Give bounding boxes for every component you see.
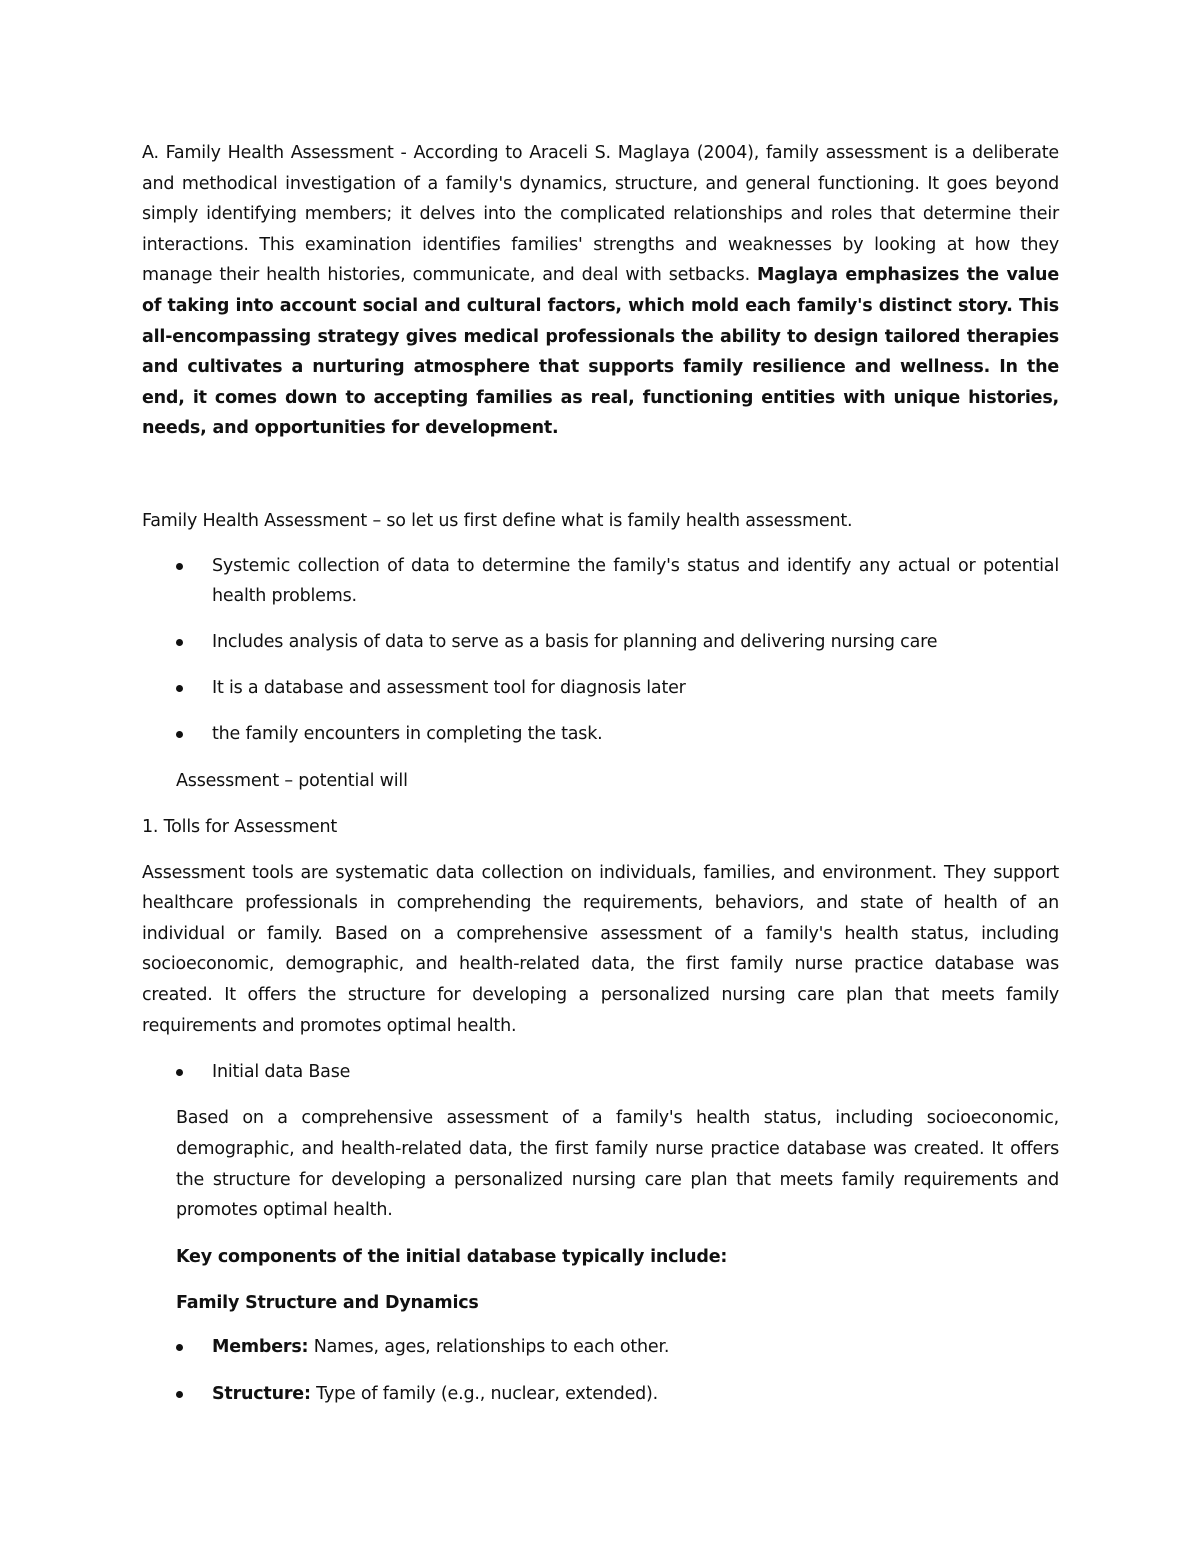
- initial-database-bullet-list: [142, 1057, 1059, 1088]
- intro-bold-text: Maglaya emphasizes the value of taking into account social and cultural factors, which mold each family's distinct story. This all-encompassing strategy gives medical professionals the ability to design tailored therapies and cultivates a nurturing atmosphere that supports family resilience and wellness. In the end, it comes down to accepting families as real, functioning entities with unique histories, needs, and opportunities for development.: [142, 265, 1059, 439]
- initial-database-paragraph: Based on a comprehensive assessment of a family's health status, including socioeconomic, demographic, and health-related data, the first family nurse practice database was created. It offers the structure for developing a personalized nursing care plan that meets family requirements and promotes optimal health.: [176, 1108, 1059, 1221]
- list-item: Includes analysis of data to serve as a basis for planning and delivering nursing care: [142, 627, 1059, 658]
- document-page: [142, 138, 1059, 1425]
- item-label: Structure:: [212, 1383, 311, 1404]
- intro-paragraph: [142, 138, 1059, 444]
- item-text: Type of family (e.g., nuclear, extended).: [310, 1383, 659, 1404]
- list-item: [142, 1379, 1059, 1410]
- intro-text: A. Family Health Assessment - According to Araceli S. Maglaya (2004), family assessment is a deliberate and methodical investigation of a family's dynamics, structure, and general functioning. It goes beyond simply identifying members; it delves into the complicated relationships and roles that determine their interactions. This examination identifies families' strengths and weaknesses by looking at how they manage their health histories, communicate, and deal with setbacks.: [142, 143, 1059, 286]
- item-label: Members:: [212, 1337, 309, 1358]
- definition-heading: Family Health Assessment – so let us first define what is family health assessment.: [142, 510, 853, 531]
- key-components-heading: Key components of the initial database typically include:: [176, 1246, 728, 1267]
- family-structure-subheading: Family Structure and Dynamics: [176, 1292, 479, 1313]
- tools-heading: 1. Tolls for Assessment: [142, 816, 338, 837]
- item-text: Names, ages, relationships to each other.: [308, 1337, 670, 1358]
- list-item: the family encounters in completing the task.: [142, 719, 1059, 750]
- assessment-note: Assessment – potential will: [176, 770, 408, 791]
- list-item: Systemic collection of data to determine the family's status and identify any actual or potential health problems.: [142, 551, 1059, 612]
- list-item: It is a database and assessment tool for diagnosis later: [142, 673, 1059, 704]
- family-structure-bullet-list: [142, 1332, 1059, 1409]
- list-item: [142, 1332, 1059, 1363]
- list-item: Initial data Base: [142, 1057, 1059, 1088]
- tools-paragraph: Assessment tools are systematic data collection on individuals, families, and environment. They support healthcare professionals in comprehending the requirements, behaviors, and state of health of an individual or family. Based on a comprehensive assessment of a family's health status, including socioeconomic, demographic, and health-related data, the first family nurse practice database was created. It offers the structure for developing a personalized nursing care plan that meets family requirements and promotes optimal health.: [142, 862, 1059, 1036]
- definition-bullet-list: [142, 551, 1059, 750]
- section-gap: [142, 444, 1059, 506]
